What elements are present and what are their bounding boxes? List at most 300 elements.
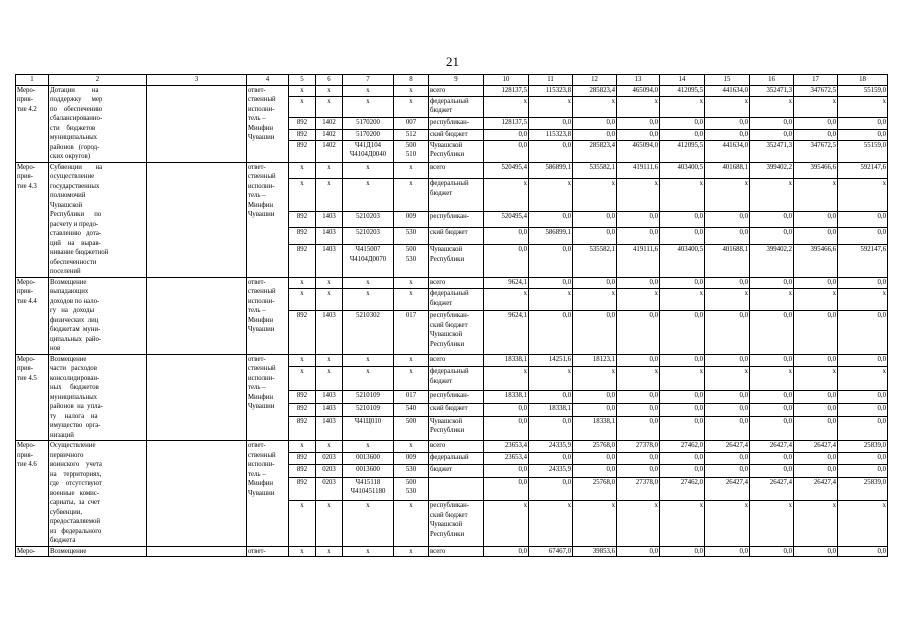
expense-type [394,367,429,391]
target-code [343,85,394,96]
event-title-line: нивание бюджетной [50,249,109,256]
amount-cell: 0,0 [794,211,838,228]
gr-code: 892 [289,228,316,245]
column-number: 11 [529,75,573,86]
amount-cell: 0,0 [750,354,794,367]
amount-cell: 0,0 [838,546,888,557]
amount-cell: 55159,0 [838,140,888,162]
amount-cell: 465094,0 [617,140,660,162]
amount-cell: 0,0 [838,465,888,477]
expense-type-part: x [409,278,413,286]
amount-cell: 0,0 [617,118,660,129]
gr-code: x [289,289,316,311]
gr-code: x [289,546,316,557]
amount-cell: 26427,4 [750,441,794,453]
expense-type [394,140,429,162]
amount-cell: 27378,0 [617,441,660,453]
amount-cell: 24335,9 [529,465,573,477]
responsible-line: Чувашии [248,134,275,141]
amount-cell: 347672,5 [794,140,838,162]
funding-source: республикан- [429,391,484,404]
responsible-line: Минфин [248,316,273,324]
event-title-line: выпадающих [50,288,89,295]
expense-type [394,465,429,477]
amount-cell: 0,0 [484,404,529,417]
section-code: 1403 [316,416,343,440]
amount-cell: 0,0 [705,453,750,465]
amount-cell: 0,0 [750,465,794,477]
amount-cell: x [794,96,838,118]
event-title-line: сариаты, за счет [50,499,101,506]
event-label-line: Меро- [17,547,36,555]
section-code: x [316,162,343,179]
amount-cell: 395466,6 [794,162,838,179]
funding-source: ский бюджет [429,404,484,417]
amount-cell: 0,0 [573,391,617,404]
amount-cell: x [573,367,617,391]
responsible-line: ответ- [248,86,266,94]
amount-cell: 0,0 [794,118,838,129]
amount-cell: x [484,289,529,311]
amount-cell: 0,0 [750,416,794,440]
responsible-line: исполни- [248,105,275,113]
target-code [343,118,394,129]
funding-source: республикан- [429,118,484,129]
expense-type-part: 009 [405,212,417,220]
gr-code: 892 [289,311,316,354]
target-code [343,96,394,118]
table-row [16,546,888,557]
section-code: 1403 [316,211,343,228]
amount-cell: 0,0 [750,311,794,354]
amount-cell: 0,0 [838,416,888,440]
amount-cell: 0,0 [838,311,888,354]
amount-cell: 128137,5 [484,118,529,129]
target-code-part: 5210203 [356,212,380,220]
expense-type [394,404,429,417]
amount-cell: 0,0 [573,228,617,245]
expense-type [394,311,429,354]
amount-cell: 0,0 [617,546,660,557]
funding-source: ский бюджет [429,228,484,245]
funding-source: республикан- ский бюджет Чувашской Республики [429,501,484,546]
amount-cell: 0,0 [794,404,838,417]
column-number: 4 [247,75,289,86]
target-code [343,289,394,311]
amount-cell: x [529,501,573,546]
amount-cell: 26427,4 [750,477,794,500]
event-title [49,354,147,441]
amount-cell: 403400,5 [660,162,705,179]
responsible-line: исполни- [248,297,275,305]
amount-cell: 0,0 [750,118,794,129]
target-code [343,228,394,245]
amount-cell: 26427,4 [794,477,838,500]
empty-cell [147,546,247,557]
target-code [343,465,394,477]
event-label [16,546,49,557]
section-code: x [316,96,343,118]
amount-cell: 520495,4 [484,211,529,228]
amount-cell: 0,0 [838,277,888,289]
amount-cell: 0,0 [750,546,794,557]
amount-cell: 0,0 [660,311,705,354]
event-title-line: бюджета [50,537,76,544]
gr-code: x [289,277,316,289]
amount-cell: 0,0 [794,416,838,440]
event-title-line: ций на вырав- [50,239,101,247]
amount-cell: x [750,289,794,311]
target-code [343,546,394,557]
expense-type-part: 510 [405,151,417,159]
expense-type-part: x [409,502,413,510]
amount-cell: 0,0 [750,129,794,140]
amount-cell: 0,0 [660,228,705,245]
section-code: x [316,501,343,546]
amount-cell: x [705,179,750,211]
amount-cell: 0,0 [573,277,617,289]
target-code-part: Ч415007 [355,246,381,254]
event-label-line: тие 4.2 [17,105,37,113]
target-code-part: x [366,163,370,171]
expense-type [394,501,429,546]
section-code: 1403 [316,391,343,404]
target-code-part: 5170200 [356,119,380,127]
responsible-line: ответ- [248,163,266,171]
amount-cell: 0,0 [794,465,838,477]
amount-cell: x [705,501,750,546]
amount-cell: 14251,6 [529,354,573,367]
column-number: 8 [394,75,429,86]
funding-source: всего [429,85,484,96]
amount-cell: 0,0 [838,391,888,404]
target-code [343,441,394,453]
responsible-line: ответ- [248,278,266,286]
section-code: 1403 [316,311,343,354]
gr-code: x [289,441,316,453]
event-title-line: осуществление [50,173,95,180]
gr-code: x [289,96,316,118]
event-title-line: где отсутствуют [50,480,102,487]
amount-cell: x [617,289,660,311]
amount-cell: 0,0 [529,453,573,465]
amount-cell: 0,0 [794,391,838,404]
event-title-line: нов [50,345,61,352]
amount-cell: 0,0 [750,211,794,228]
amount-cell: 0,0 [794,546,838,557]
gr-code: 892 [289,416,316,440]
funding-source: ский бюджет [429,129,484,140]
event-title-line: физических лиц [50,316,99,324]
expense-type [394,118,429,129]
amount-cell: 0,0 [660,118,705,129]
target-code [343,311,394,354]
expense-type [394,416,429,440]
amount-cell: 18338,1 [529,404,573,417]
target-code [343,416,394,440]
responsible-line: Минфин [248,480,273,487]
amount-cell: x [838,367,888,391]
responsible-line: ответ- [248,355,266,363]
amount-cell: x [660,179,705,211]
section-code: 1402 [316,140,343,162]
amount-cell: 23653,4 [484,441,529,453]
expense-type-part: x [409,368,413,376]
amount-cell: 403400,5 [660,245,705,277]
amount-cell: 0,0 [794,277,838,289]
target-code-part: 5210203 [356,229,380,237]
event-title-line: части расходов [50,365,97,372]
amount-cell: x [705,367,750,391]
event-title-line: Республики по [50,211,102,218]
target-code [343,179,394,211]
target-code [343,354,394,367]
event-label-line: прия- [17,288,34,295]
amount-cell: x [660,367,705,391]
amount-cell: 0,0 [838,129,888,140]
amount-cell: x [750,501,794,546]
event-label [16,277,49,354]
responsible-line: ственный [248,288,276,295]
event-title-line: полномочий [50,192,86,199]
amount-cell: 0,0 [617,211,660,228]
amount-cell: 0,0 [617,465,660,477]
amount-cell: 0,0 [660,416,705,440]
amount-cell: x [617,96,660,118]
amount-cell: 27462,0 [660,441,705,453]
event-label-line: Меро- [17,278,36,286]
event-title-line: поддержку мер [50,96,103,103]
expense-type-part: x [409,290,413,298]
gr-code: 892 [289,140,316,162]
expense-type-part: 500 [405,246,417,254]
target-code [343,404,394,417]
gr-code: x [289,367,316,391]
event-title-line: Чувашской [50,201,83,209]
column-number: 1 [16,75,49,86]
responsible-line: Чувашии [248,489,275,497]
amount-cell: 0,0 [529,311,573,354]
section-code: 0203 [316,465,343,477]
expense-type-part: 530 [405,488,417,496]
table-row [16,162,888,179]
responsible-line: Чувашии [248,326,275,333]
event-label-line: тие 4.6 [17,461,37,468]
expense-type-part: 007 [405,119,417,127]
target-code-part: 5170200 [356,130,380,138]
amount-cell: 0,0 [529,245,573,277]
amount-cell: 25839,0 [838,441,888,453]
amount-cell: x [573,96,617,118]
event-title-line: Возмещение [50,355,87,363]
gr-code: 892 [289,245,316,277]
expense-type [394,441,429,453]
amount-cell: 0,0 [529,140,573,162]
section-code: 1403 [316,404,343,417]
amount-cell: 0,0 [794,228,838,245]
responsible-line: Минфин [248,201,273,209]
column-number-row [16,75,888,86]
amount-cell: 419111,6 [617,245,660,277]
expense-type [394,289,429,311]
amount-cell: 18123,1 [573,354,617,367]
event-title-line: обеспеченности [50,258,97,266]
target-code [343,367,394,391]
event-label-line: Меро- [17,163,36,171]
amount-cell: 0,0 [573,129,617,140]
amount-cell: x [573,501,617,546]
amount-cell: 0,0 [617,453,660,465]
table-row [16,277,888,289]
amount-cell: 0,0 [660,465,705,477]
funding-source: всего [429,277,484,289]
target-code-part: x [366,180,370,188]
amount-cell: 285823,4 [573,140,617,162]
target-code-part: 5210302 [356,312,380,320]
event-label-line: Меро- [17,86,36,94]
event-title-line: по обеспечению [50,105,103,113]
amount-cell: 0,0 [705,211,750,228]
section-code: 0203 [316,477,343,500]
event-title-line: доходов по нало- [50,297,100,305]
amount-cell: 0,0 [484,129,529,140]
expense-type-part: x [409,547,413,555]
expense-type-part: x [409,355,413,363]
amount-cell: 0,0 [660,391,705,404]
event-label-line: тие 4.5 [17,374,37,382]
amount-cell: 24335,9 [529,441,573,453]
amount-cell: x [617,501,660,546]
section-code: 1402 [316,118,343,129]
event-title [49,85,147,162]
amount-cell: 0,0 [660,404,705,417]
expense-type [394,546,429,557]
empty-cell [147,162,247,277]
amount-cell: 0,0 [705,465,750,477]
amount-cell: x [617,367,660,391]
section-code: 1403 [316,245,343,277]
empty-cell [147,354,247,441]
budget-table [15,74,888,557]
amount-cell: 347672,5 [794,85,838,96]
section-code: 1402 [316,129,343,140]
event-label-line: прия- [17,365,34,372]
target-code [343,277,394,289]
event-title-line: ципальных райо- [50,335,102,343]
gr-code: x [289,354,316,367]
amount-cell: x [660,289,705,311]
event-title-line: районов (город- [50,143,100,151]
responsible [247,162,289,277]
target-code-part: 5210109 [356,405,380,413]
expense-type-part: 530 [405,255,417,263]
expense-type-part: 009 [405,454,417,462]
gr-code: 892 [289,391,316,404]
target-code-part: x [366,355,370,363]
amount-cell: x [750,179,794,211]
expense-type-part: 500 [405,141,417,149]
expense-type [394,391,429,404]
target-code-part: 0013600 [356,466,380,474]
amount-cell: x [484,367,529,391]
expense-type-part: 512 [405,130,417,138]
column-number: 2 [49,75,147,86]
responsible-line: ственный [248,96,276,103]
target-code-part: x [366,502,370,510]
responsible-line: Минфин [248,393,273,401]
responsible-line: тель – [248,192,266,199]
expense-type [394,85,429,96]
section-code: x [316,354,343,367]
event-title-line: субвенции, [50,508,83,516]
target-code-part: x [366,86,370,94]
event-label-line: Меро- [17,442,36,449]
event-title-line: ских округов) [50,153,90,160]
section-code: 0203 [316,453,343,465]
amount-cell: 25768,0 [573,441,617,453]
amount-cell: 55159,0 [838,85,888,96]
event-title-line: районов на упла- [50,403,103,410]
responsible [247,441,289,547]
event-label [16,354,49,441]
expense-type-part: x [409,180,413,188]
amount-cell: 27378,0 [617,477,660,500]
event-title [49,546,147,557]
target-code-part: Ч4104Д0040 [349,151,387,159]
amount-cell: x [617,179,660,211]
responsible-line: исполни- [248,182,275,190]
funding-source: республикан- [429,211,484,228]
amount-cell: 0,0 [794,129,838,140]
column-number: 3 [147,75,247,86]
amount-cell: 0,0 [573,311,617,354]
target-code-part: x [366,97,370,105]
responsible-line: исполни- [248,461,275,468]
gr-code: x [289,162,316,179]
amount-cell: 520495,4 [484,162,529,179]
amount-cell: 39853,6 [573,546,617,557]
gr-code: 892 [289,404,316,417]
expense-type [394,245,429,277]
target-code [343,129,394,140]
amount-cell: 67467,0 [529,546,573,557]
amount-cell: 0,0 [705,354,750,367]
amount-cell: 0,0 [484,140,529,162]
target-code-part: Ч4104Д0070 [349,255,387,263]
event-title-line: гу на доходы [50,307,95,314]
amount-cell: x [660,96,705,118]
amount-cell: 0,0 [705,129,750,140]
event-label-line: тие 4.4 [17,297,37,305]
amount-cell: x [573,289,617,311]
funding-source: всего [429,354,484,367]
amount-cell: x [705,96,750,118]
event-title-line: Субвенции на [50,163,103,171]
event-label-line: тие 4.3 [17,182,37,190]
amount-cell: 352471,3 [750,140,794,162]
amount-cell: 0,0 [529,211,573,228]
event-label-line: прия- [17,451,34,459]
event-title-line: сти бюджетов [50,124,96,132]
amount-cell: 128137,5 [484,85,529,96]
expense-type-part: x [409,163,413,171]
amount-cell: x [529,289,573,311]
column-number: 14 [660,75,705,86]
amount-cell: 18338,1 [484,391,529,404]
amount-cell: 441634,0 [705,85,750,96]
target-code-part: Ч415118 [355,478,381,486]
amount-cell: 0,0 [573,118,617,129]
